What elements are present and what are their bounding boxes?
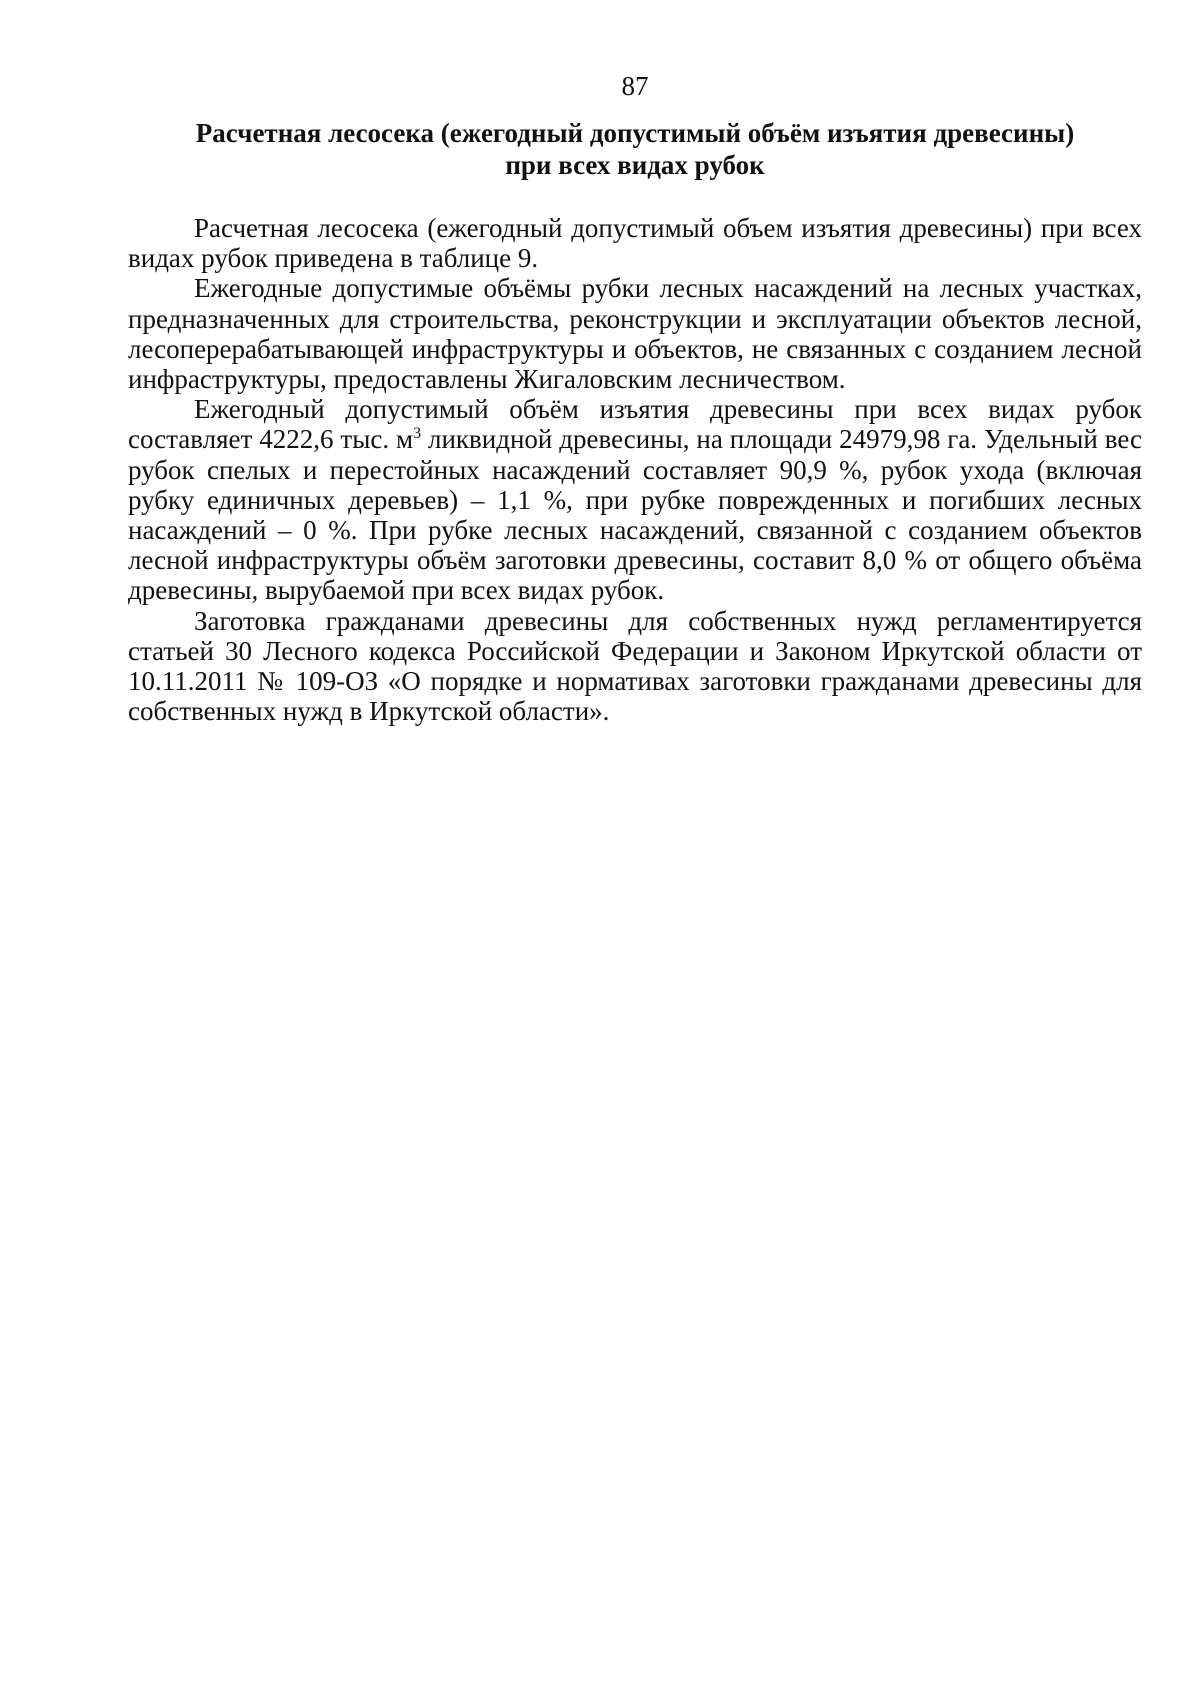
paragraph-4: Заготовка гражданами древесины для собственных нужд регламентируется статьей 30 Лесного кодекса Российской Федерации и Законом Иркутской области от 10.11.2011 № 109-ОЗ «О порядке и нормативах заготовки гражданами древесины для собственных нужд в Иркутской области». [128, 605, 1142, 727]
paragraph-1: Расчетная лесосека (ежегодный допустимый объем изъятия древесины) при всех видах рубок приведена в таблице 9. [128, 213, 1142, 274]
section-title-line-2: при всех видах рубок [505, 150, 765, 180]
cubic-superscript: 3 [413, 425, 422, 443]
paragraph-3-part-2: ликвидной древесины, на площади 24979,98 га. Удельный вес рубок спелых и перестойных насаждений составляет 90,9 %, рубок ухода (включая рубку единичных деревьев) – 1,1 %, при рубке поврежденных и погибших лесных насаждений – 0 %. При рубке лесных насаждений, связанной с созданием объектов лесной инфраструктуры объём заготовки древесины, составит 8,0 % от общего объёма древесины, вырубаемой при всех видах рубок. [128, 424, 1142, 606]
paragraph-3 [128, 394, 1142, 605]
section-title [185, 117, 1085, 181]
paragraph-2: Ежегодные допустимые объёмы рубки лесных насаждений на лесных участках, предназначенных для строительства, реконструкции и эксплуатации объектов лесной, лесоперерабатывающей инфраструктуры и объектов, не связанных с созданием лесной инфраструктуры, предоставлены Жигаловским лесничеством. [128, 273, 1142, 395]
body-text [128, 213, 1142, 726]
page-number: 87 [621, 71, 649, 101]
paragraph-3-part-1: Ежегодный допустимый объём изъятия древесины при всех видах рубок составляет 4222,6 тыс. м [128, 394, 1142, 455]
section-title-line-1: Расчетная лесосека (ежегодный допустимый объём изъятия древесины) [195, 118, 1075, 148]
